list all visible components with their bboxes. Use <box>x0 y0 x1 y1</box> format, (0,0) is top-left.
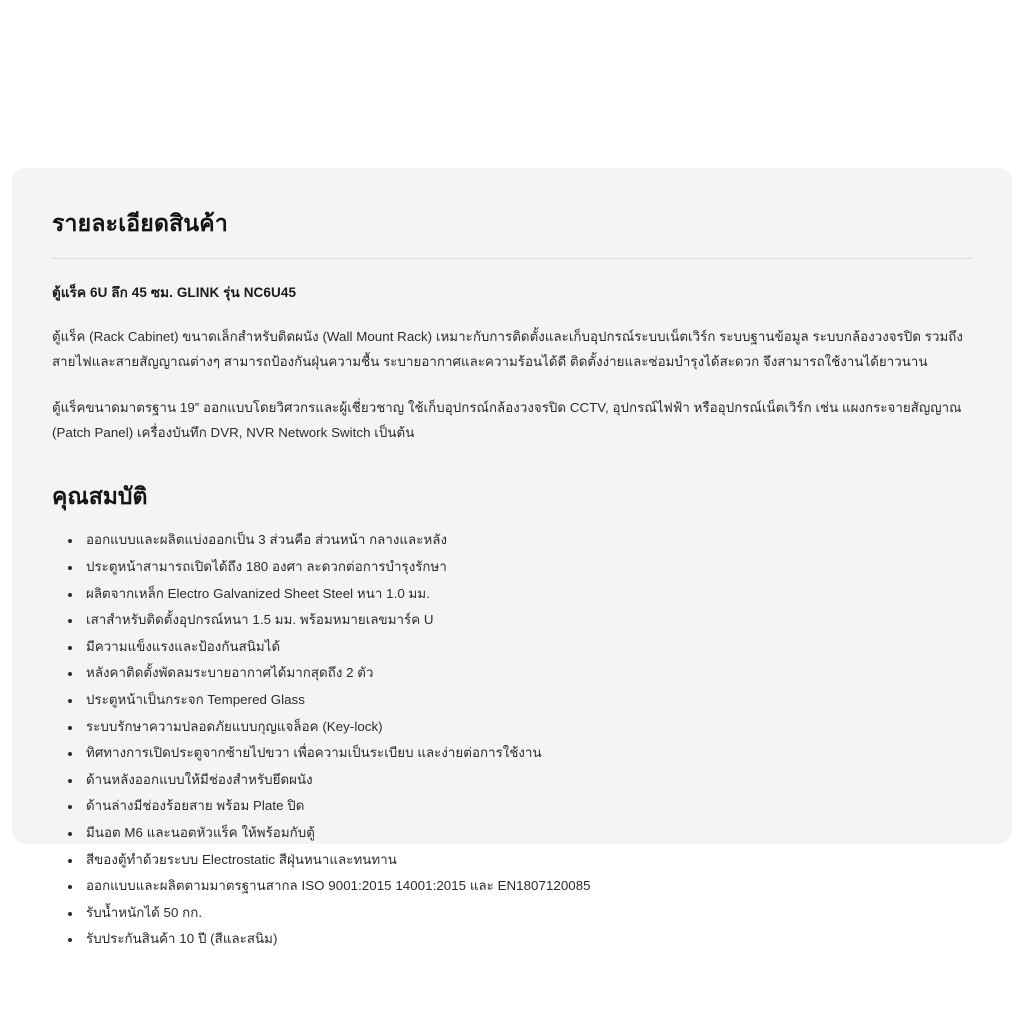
description-paragraph-1: ตู้แร็ค (Rack Cabinet) ขนาดเล็กสำหรับติดผนัง (Wall Mount Rack) เหมาะกับการติดตั้งและเก็บอุปกรณ์ระบบเน็ตเวิร์ก ระบบฐานข้อมูล ระบบกล้องวงจรปิด รวมถึงสายไฟและสายสัญญาณต่างๆ สามารถป้องกันฝุ่นความชื้น ระบายอากาศและความร้อนได้ดี ติดตั้งง่ายและซ่อมบำรุงได้สะดวก จึงสามารถใช้งานได้ยาวนาน <box>52 329 963 369</box>
list-item: ออกแบบและผลิตตามมาตรฐานสากล ISO 9001:2015 14001:2015 และ EN1807120085 <box>82 873 972 900</box>
list-item: มีนอต M6 และนอตหัวแร็ค ให้พร้อมกับตู้ <box>82 820 972 847</box>
features-title: คุณสมบัติ <box>52 483 148 510</box>
list-item: ทิศทางการเปิดประตูจากซ้ายไปขวา เพื่อความเป็นระเบียบ และง่ายต่อการใช้งาน <box>82 740 972 767</box>
product-detail-card <box>12 168 1012 947</box>
list-item: ระบบรักษาความปลอดภัยแบบกุญแจล็อค (Key-lock) <box>82 714 972 741</box>
list-item: รับประกันสินค้า 10 ปี (สีและสนิม) <box>82 926 972 953</box>
features-list <box>52 527 972 953</box>
list-item: มีความแข็งแรงและป้องกันสนิมได้ <box>82 634 972 661</box>
list-item: ประตูหน้าเป็นกระจก Tempered Glass <box>82 687 972 714</box>
description-paragraph-2: ตู้แร็คขนาดมาตรฐาน 19” ออกแบบโดยวิศวกรและผู้เชี่ยวชาญ ใช้เก็บอุปกรณ์กล้องวงจรปิด CCTV, อุปกรณ์ไฟฟ้า หรืออุปกรณ์เน็ตเวิร์ก เช่น แผงกระจายสัญญาณ (Patch Panel) เครื่องบันทึก DVR, NVR Network Switch เป็นต้น <box>52 400 962 440</box>
list-item: ด้านหลังออกแบบให้มีช่องสำหรับยึดผนัง <box>82 767 972 794</box>
list-item: ผลิตจากเหล็ก Electro Galvanized Sheet Steel หนา 1.0 มม. <box>82 581 972 608</box>
page-title: รายละเอียดสินค้า <box>52 210 228 236</box>
list-item: สีของตู้ทำด้วยระบบ Electrostatic สีฝุ่นหนาและทนทาน <box>82 847 972 874</box>
list-item: เสาสำหรับติดตั้งอุปกรณ์หนา 1.5 มม. พร้อมหมายเลขมาร์ค U <box>82 607 972 634</box>
product-name: ตู้แร็ค 6U ลึก 45 ซม. GLINK รุ่น NC6U45 <box>52 285 297 300</box>
list-item: ประตูหน้าสามารถเปิดได้ถึง 180 องศา ละดวกต่อการบำรุงรักษา <box>82 554 972 581</box>
list-item: หลังคาติดตั้งพัดลมระบายอากาศได้มากสุดถึง 2 ตัว <box>82 660 972 687</box>
title-divider <box>52 258 972 259</box>
list-item: ด้านล่างมีช่องร้อยสาย พร้อม Plate ปิด <box>82 793 972 820</box>
list-item: รับน้ำหนักได้ 50 กก. <box>82 900 972 927</box>
list-item: ออกแบบและผลิตแบ่งออกเป็น 3 ส่วนคือ ส่วนหน้า กลางและหลัง <box>82 527 972 554</box>
